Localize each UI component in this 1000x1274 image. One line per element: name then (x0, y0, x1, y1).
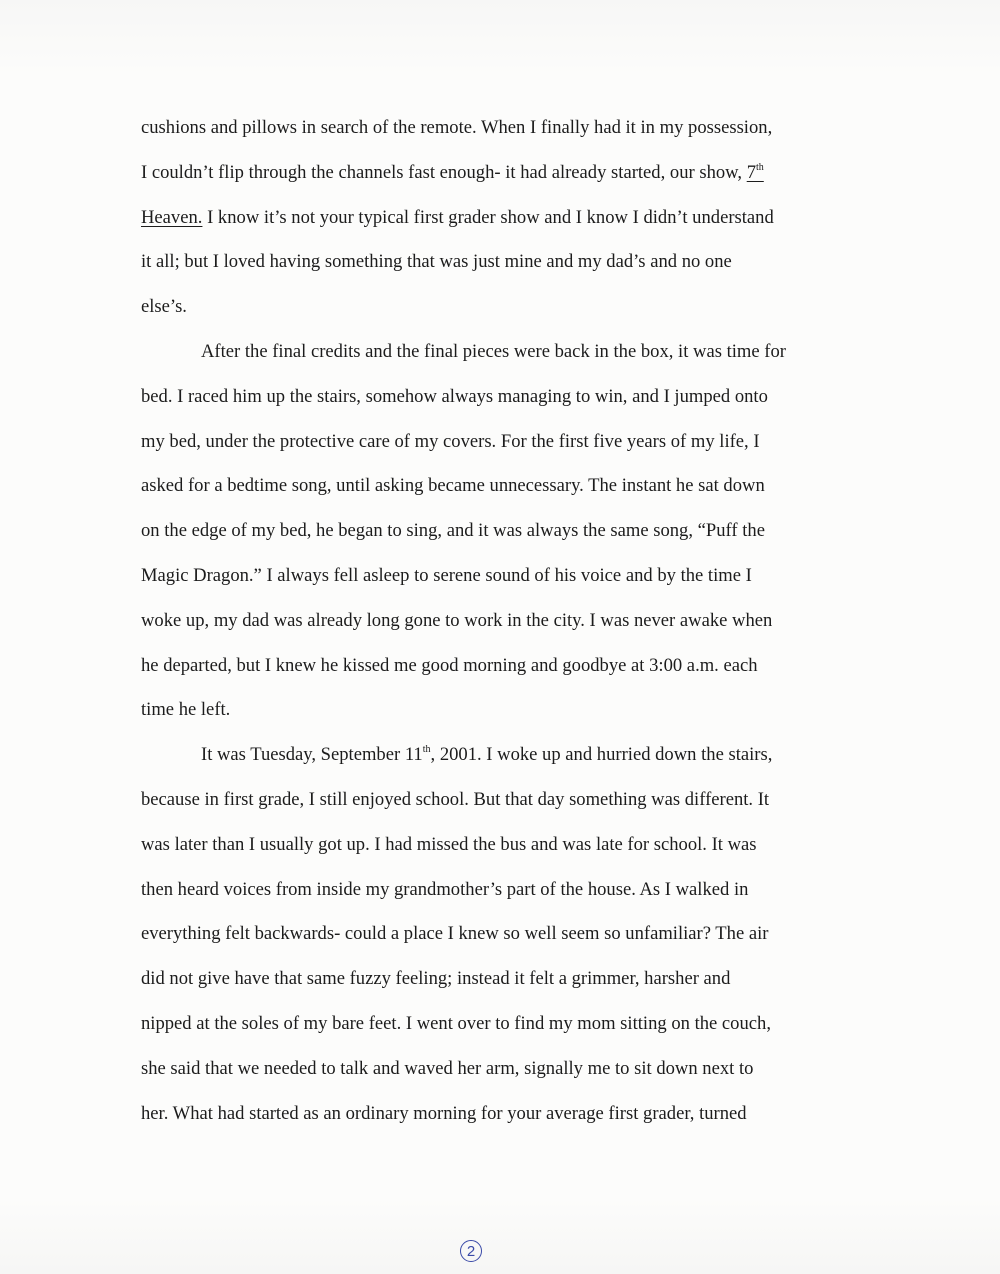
text-line: I couldn’t flip through the channels fast enough- it had already started, our show, 7th (141, 161, 764, 183)
text-line: he departed, but I knew he kissed me good morning and goodbye at 3:00 a.m. each (141, 654, 758, 676)
text-line: cushions and pillows in search of the remote. When I finally had it in my possession, (141, 117, 773, 138)
text-line: asked for a bedtime song, until asking became unnecessary. The instant he sat down (141, 475, 765, 497)
text-line: time he left. (141, 699, 231, 721)
text-line: did not give have that same fuzzy feeling; instead it felt a grimmer, harsher and (141, 968, 731, 990)
text-line: it all; but I loved having something that was just mine and my dad’s and no one (141, 251, 732, 273)
text-line: on the edge of my bed, he began to sing, and it was always the same song, “Puff the (141, 520, 765, 542)
text-line: Heaven. I know it’s not your typical first grader show and I know I didn’t understand (141, 206, 774, 228)
text-line: then heard voices from inside my grandmother’s part of the house. As I walked in (141, 878, 749, 900)
text-line: she said that we needed to talk and waved her arm, signally me to sit down next to (141, 1057, 754, 1079)
text-line: Magic Dragon.” I always fell asleep to serene sound of his voice and by the time I (141, 564, 752, 586)
text-line: woke up, my dad was already long gone to work in the city. I was never awake when (141, 609, 773, 631)
text-line: nipped at the soles of my bare feet. I went over to find my mom sitting on the couch, (141, 1012, 771, 1034)
text-line: was later than I usually got up. I had missed the bus and was late for school. It was (141, 833, 757, 855)
text-line: because in first grade, I still enjoyed school. But that day something was different. It (141, 788, 770, 810)
text-line: bed. I raced him up the stairs, somehow always managing to win, and I jumped onto (141, 385, 768, 407)
text-line: my bed, under the protective care of my covers. For the first five years of my life, I (141, 430, 760, 452)
text-line: else’s. (141, 296, 187, 318)
show-title-part: 7th (746, 161, 764, 183)
page-number: 2 (460, 1240, 482, 1262)
paragraph-start-line: After the final credits and the final pieces were back in the box, it was time for (201, 340, 786, 362)
essay-body (141, 106, 861, 1136)
show-title-part: Heaven. (141, 206, 203, 228)
text-line: her. What had started as an ordinary morning for your average first grader, turned (141, 1102, 747, 1124)
text-line: everything felt backwards- could a place I knew so well seem so unfamiliar? The air (141, 923, 769, 945)
paragraph-start-line: It was Tuesday, September 11th, 2001. I woke up and hurried down the stairs, (201, 744, 773, 766)
